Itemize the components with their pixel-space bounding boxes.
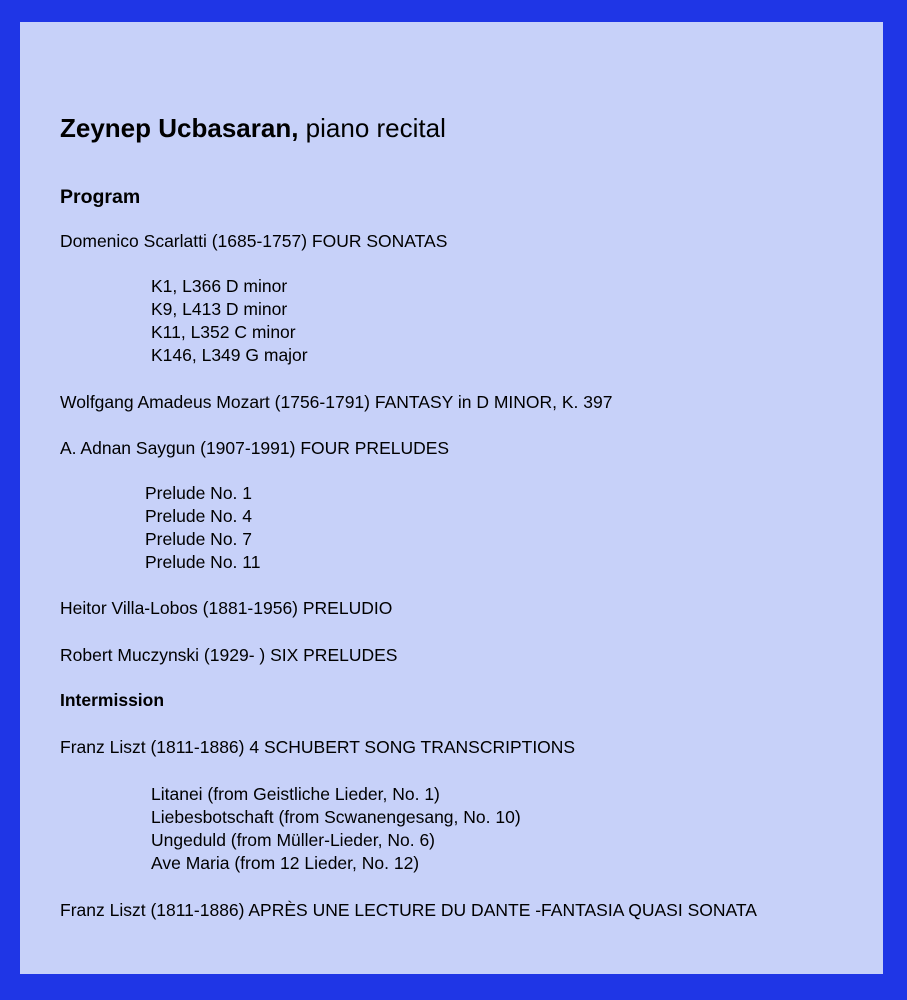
recital-title bbox=[60, 113, 446, 143]
work-muczynski: Robert Muczynski (1929- ) SIX PRELUDES bbox=[60, 645, 398, 665]
event-type: piano recital bbox=[298, 113, 446, 143]
list-item: K1, L366 D minor bbox=[151, 276, 288, 296]
list-item: Prelude No. 4 bbox=[145, 506, 253, 526]
list-item: Litanei (from Geistliche Lieder, No. 1) bbox=[151, 784, 440, 804]
list-item: K146, L349 G major bbox=[151, 345, 308, 365]
work-liszt-schubert: Franz Liszt (1811-1886) 4 SCHUBERT SONG TRANSCRIPTIONS bbox=[60, 737, 576, 757]
saygun-prelude-list bbox=[145, 482, 260, 574]
list-item: Prelude No. 1 bbox=[145, 483, 253, 503]
scarlatti-sonata-list bbox=[151, 275, 308, 367]
performer-name: Zeynep Ucbasaran, bbox=[60, 113, 299, 143]
list-item: Prelude No. 11 bbox=[145, 552, 261, 572]
list-item: Liebesbotschaft (from Scwanengesang, No. 10) bbox=[151, 807, 521, 827]
liszt-song-list bbox=[151, 783, 521, 875]
list-item: K11, L352 C minor bbox=[151, 322, 296, 342]
program-heading: Program bbox=[60, 186, 141, 208]
list-item: Prelude No. 7 bbox=[145, 529, 253, 549]
intermission-heading: Intermission bbox=[60, 690, 165, 710]
work-villa-lobos: Heitor Villa-Lobos (1881-1956) PRELUDIO bbox=[60, 598, 393, 618]
work-mozart: Wolfgang Amadeus Mozart (1756-1791) FANTASY in D MINOR, K. 397 bbox=[60, 392, 613, 412]
list-item: K9, L413 D minor bbox=[151, 299, 288, 319]
work-liszt-dante: Franz Liszt (1811-1886) APRÈS UNE LECTURE DU DANTE -FANTASIA QUASI SONATA bbox=[60, 900, 757, 920]
list-item: Ave Maria (from 12 Lieder, No. 12) bbox=[151, 853, 420, 873]
list-item: Ungeduld (from Müller-Lieder, No. 6) bbox=[151, 830, 436, 850]
program-sheet bbox=[20, 22, 883, 974]
work-scarlatti: Domenico Scarlatti (1685-1757) FOUR SONATAS bbox=[60, 231, 448, 251]
work-saygun: A. Adnan Saygun (1907-1991) FOUR PRELUDES bbox=[60, 438, 450, 458]
